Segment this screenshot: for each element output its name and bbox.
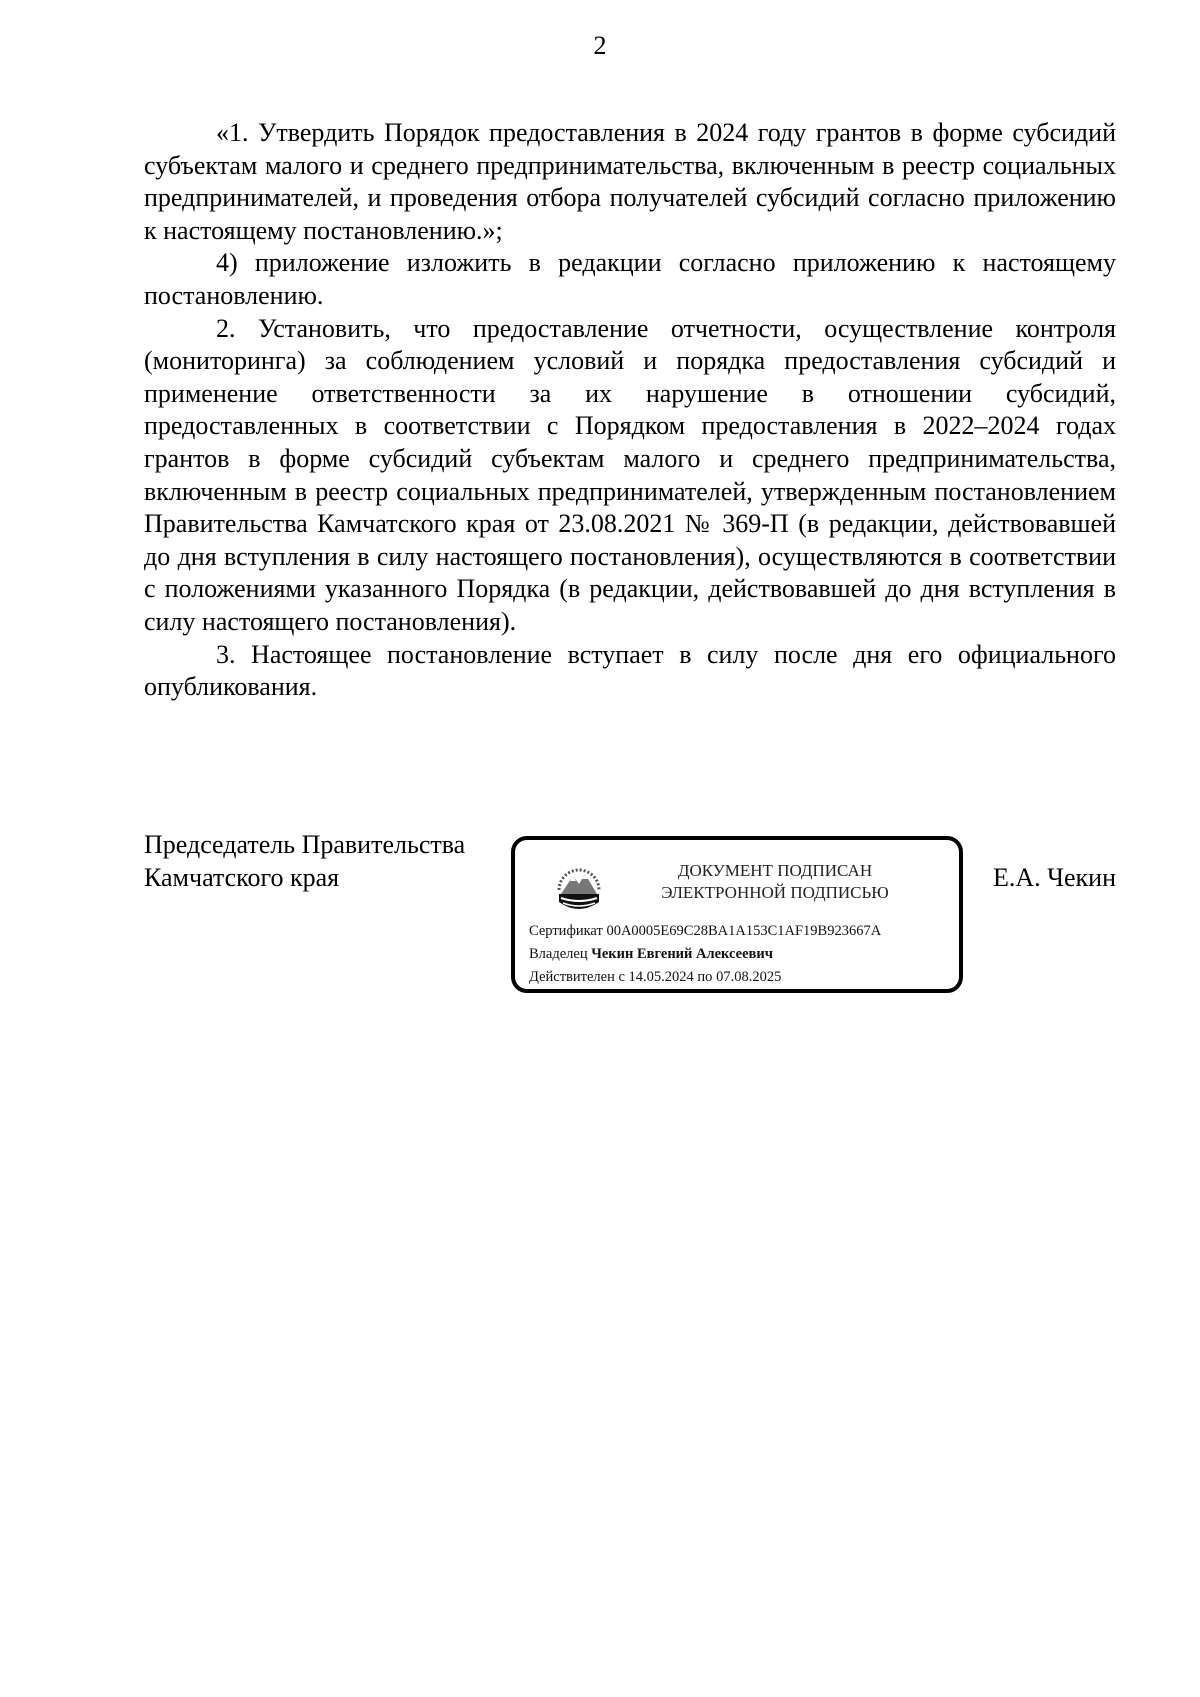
valid-to: 07.08.2025 xyxy=(716,969,782,985)
stamp-header xyxy=(615,860,935,904)
paragraph-section-2: 2. Установить, что предоставление отчетности, осуществление контроля (мониторинга) за соблюдением условий и порядка предоставления субсидий и применение ответственности за их нарушение в отношении субсидий, предоставленных в соответствии с Порядком предоставления в 2022–2024 годах грантов в форме субсидий субъектам малого и среднего предпринимательства, включенным в реестр социальных предпринимателей, утвержденным постановлением Правительства Камчатского края от 23.08.2021 № 369-П (в редакции, действовавшей до дня вступления в силу настоящего постановления), осуществляются в соответствии с положениями указанного Порядка (в редакции, действовавшей до дня вступления в силу настоящего постановления). xyxy=(144,313,1116,636)
page-number: 2 xyxy=(593,31,607,60)
certificate-label: Сертификат xyxy=(529,923,603,939)
certificate-value: 00A0005E69C28BA1A153C1AF19B923667A xyxy=(606,923,882,939)
signer-name: Е.А. Чекин xyxy=(992,863,1116,892)
signer-position-line-2: Камчатского края xyxy=(144,862,340,892)
paragraph-item-1: «1. Утвердить Порядок предоставления в 2024 году грантов в форме субсидий субъектам малого и среднего предпринимательства, включенным в реестр социальных предпринимателей, и проведения отбора получателей субсидий согласно приложению к настоящему постановлению.»; xyxy=(144,118,1116,245)
stamp-validity xyxy=(529,968,781,986)
signer-position-line-1: Председатель Правительства xyxy=(144,830,466,859)
validity-prefix: Действителен с xyxy=(529,969,625,985)
validity-to: по xyxy=(697,969,713,985)
signer-position xyxy=(144,829,504,894)
stamp-owner xyxy=(529,945,773,963)
valid-from: 14.05.2024 xyxy=(628,969,694,985)
stamp-certificate xyxy=(529,922,881,940)
stamp-header-line-2: ЭЛЕКТРОННОЙ ПОДПИСЬЮ xyxy=(661,883,889,902)
paragraph-item-4: 4) приложение изложить в редакции согласно приложению к настоящему постановлению. xyxy=(144,248,1116,310)
owner-value: Чекин Евгений Алексеевич xyxy=(591,946,773,962)
document-body xyxy=(144,117,1116,704)
electronic-signature-stamp xyxy=(511,836,963,993)
paragraph-section-3: 3. Настоящее постановление вступает в силу после дня его официального опубликования. xyxy=(144,639,1116,702)
kamchatka-emblem-icon xyxy=(553,858,605,918)
owner-label: Владелец xyxy=(529,946,588,962)
stamp-header-line-1: ДОКУМЕНТ ПОДПИСАН xyxy=(677,861,873,880)
